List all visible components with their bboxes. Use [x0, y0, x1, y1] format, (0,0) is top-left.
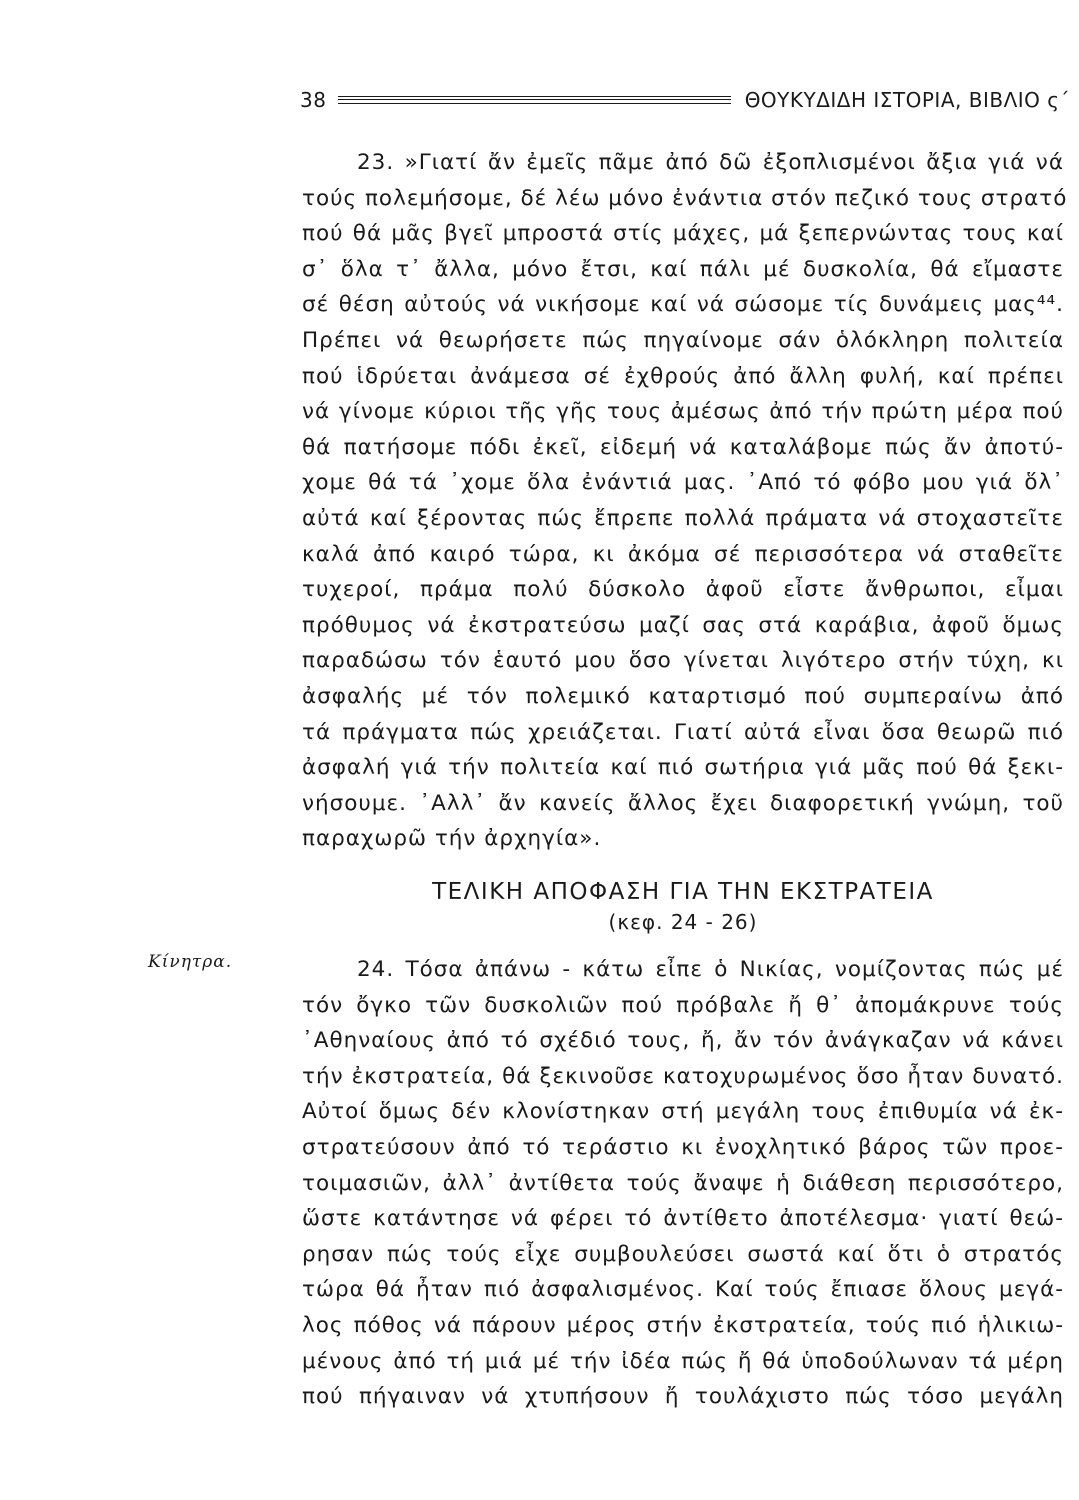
text-line: ὥστε κατάντησε νά φέρει τό ἀντίθετο ἀποτέλεσμα· γιατί θεώ-: [302, 1206, 1064, 1232]
text-line: λος πόθος νά πάρουν μέρος στήν ἐκστρατεία, τούς πιό ἡλικιω-: [302, 1312, 1064, 1338]
text-line: τυχεροί, πράμα πολύ δύσκολο ἀφοῦ εἶστε ἄνθρωποι, εἶμαι: [302, 577, 1064, 603]
text-line: νά γίνομε κύριοι τῆς γῆς τους ἀμέσως ἀπό τήν πρώτη μέρα πού: [302, 399, 1064, 425]
section-heading: [302, 876, 1064, 936]
text-line: μένους ἀπό τή μιά μέ τήν ἰδέα πώς ἤ θά ὑποδούλωναν τά μέρη: [302, 1348, 1064, 1374]
text-line: 23. »Γιατί ἄν ἐμεῖς πᾶμε ἀπό δῶ ἐξοπλισμένοι ἄξια γιά νά: [357, 150, 1064, 175]
text-line: νήσουμε. ᾿Αλλ᾽ ἄν κανείς ἄλλος ἔχει διαφορετική γνώμη, τοῦ: [302, 790, 1064, 816]
text-line: θά πατήσομε πόδι ἐκεῖ, εἰδεμή νά καταλάβομε πώς ἄν ἀποτύ-: [302, 434, 1064, 460]
text-line: τόν ὄγκο τῶν δυσκολιῶν πού πρόβαλε ἤ θ᾽ ἀπομάκρυνε τούς: [302, 992, 1064, 1018]
text-line: τοιμασιῶν, ἀλλ᾽ ἀντίθετα τούς ἄναψε ἡ διάθεση περισσότερο,: [302, 1170, 1064, 1196]
text-line: στρατεύσουν ἀπό τό τεράστιο κι ἐνοχλητικό βάρος τῶν προε-: [302, 1134, 1064, 1160]
text-line: ρησαν πώς τούς εἶχε συμβουλεύσει σωστά καί ὅτι ὁ στρατός: [302, 1241, 1064, 1267]
paragraph-23: [302, 145, 1068, 857]
text-line: αὐτά καί ξέροντας πώς ἔπρεπε πολλά πράματα νά στοχαστεῖτε: [302, 505, 1064, 531]
text-line: τά πράγματα πώς χρειάζεται. Γιατί αὐτά εἶναι ὅσα θεωρῶ πιό: [302, 719, 1064, 745]
text-line: σ᾽ ὅλα τ᾽ ἄλλα, μόνο ἔτσι, καί πάλι μέ δυσκολία, θά εἴμαστε: [302, 256, 1064, 282]
text-line: 24. Τόσα ἀπάνω - κάτω εἶπε ὁ Νικίας, νομίζοντας πώς μέ: [357, 957, 1064, 982]
text-line: πρόθυμος νά ἐκστρατεύσω μαζί σας στά καράβια, ἀφοῦ ὅμως: [302, 612, 1064, 638]
text-line: παραχωρῶ τήν ἀρχηγία».: [302, 826, 602, 852]
margin-note: Κίνητρα.: [148, 952, 233, 972]
running-title: ΘΟΥΚΥΔΙΔΗ ΙΣΤΟΡΙΑ, ΒΙΒΛΙΟ ς΄: [744, 88, 1070, 112]
text-line: Αὐτοί ὅμως δέν κλονίστηκαν στή μεγάλη τους ἐπιθυμία νά ἐκ-: [302, 1099, 1064, 1125]
text-line: ἀσφαλής μέ τόν πολεμικό καταρτισμό πού συμπεραίνω ἀπό: [302, 683, 1064, 709]
text-line: πού πήγαιναν νά χτυπήσουν ἤ τουλάχιστο πώς τόσο μεγάλη: [302, 1384, 1064, 1410]
text-line: τήν ἐκστρατεία, θά ξεκινοῦσε κατοχυρωμένος ὅσο ἦταν δυνατό.: [302, 1063, 1064, 1089]
text-line: χομε θά τά ᾽χομε ὅλα ἐνάντιά μας. ᾿Από τό φόβο μου γιά ὅλ᾽: [302, 470, 1064, 496]
text-line: σέ θέση αὐτούς νά νικήσομε καί νά σώσομε τίς δυνάμεις μας⁴⁴.: [302, 292, 1064, 318]
text-line: ἀσφαλή γιά τήν πολιτεία καί πιό σωτήρια γιά μᾶς πού θά ξεκι-: [302, 755, 1064, 781]
section-chapters: (κεφ. 24 - 26): [608, 910, 758, 934]
page-number: 38: [300, 88, 327, 112]
text-line: καλά ἀπό καιρό τώρα, κι ἀκόμα σέ περισσότερα νά σταθεῖτε: [302, 541, 1064, 567]
text-line: παραδώσω τόν ἑαυτό μου ὅσο γίνεται λιγότερο στήν τύχη, κι: [302, 648, 1064, 674]
text-line: Πρέπει νά θεωρήσετε πώς πηγαίνομε σάν ὁλόκληρη πολιτεία: [302, 327, 1064, 353]
text-line: τούς πολεμήσομε, δέ λέω μόνο ἐνάντια στόν πεζικό τους στρατό: [302, 185, 1068, 211]
paragraph-24: [302, 952, 1064, 1415]
text-line: πού ἱδρύεται ἀνάμεσα σέ ἐχθρούς ἀπό ἄλλη φυλή, καί πρέπει: [302, 363, 1064, 389]
header-rule: [338, 96, 730, 104]
section-title: ΤΕΛΙΚΗ ΑΠΟΦΑΣΗ ΓΙΑ ΤΗΝ ΕΚΣΤΡΑΤΕΙΑ: [432, 879, 934, 905]
running-head: [300, 82, 1070, 118]
text-line: τώρα θά ἦταν πιό ἀσφαλισμένος. Καί τούς ἔπιασε ὅλους μεγά-: [302, 1277, 1064, 1303]
text-line: ᾿Αθηναίους ἀπό τό σχέδιό τους, ἤ, ἄν τόν ἀνάγκαζαν νά κάνει: [302, 1028, 1064, 1054]
text-line: πού θά μᾶς βγεῖ μπροστά στίς μάχες, μά ξεπερνώντας τους καί: [302, 221, 1064, 247]
